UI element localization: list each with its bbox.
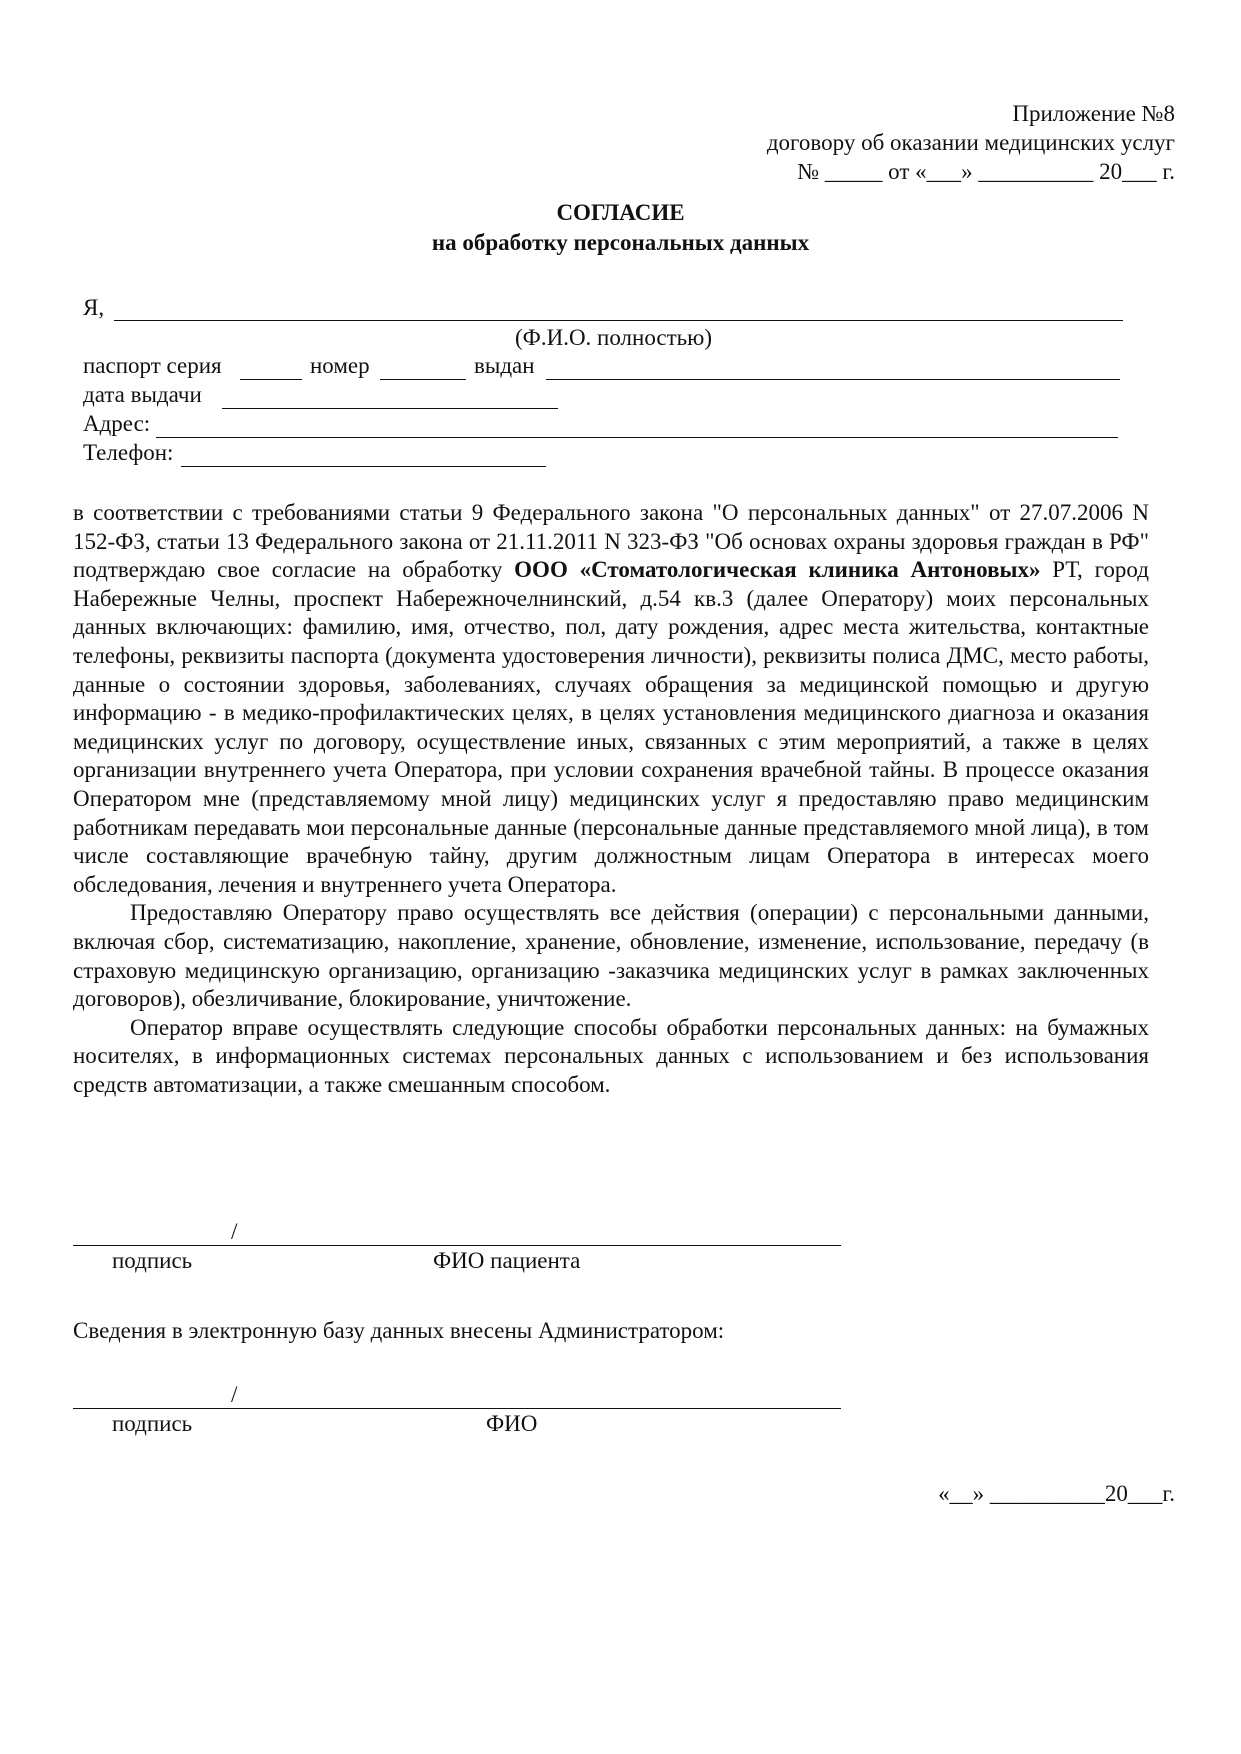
admin-signature-line[interactable] — [73, 1408, 841, 1409]
signature-separator: / — [231, 1382, 238, 1407]
phone-label: Телефон: — [83, 440, 174, 465]
issue-date-label: дата выдачи — [83, 382, 202, 407]
page-title: СОГЛАСИЕ — [556, 200, 685, 225]
admin-name-label: ФИО — [486, 1411, 538, 1436]
consent-paragraph-2: Предоставляю Оператору право осуществлять все действия (операции) с персональными данными, включая сбор, систематизацию, накопление, хранение, обновление, изменение, использование, передачу (в страховую медицинскую организацию, организацию -заказчика медицинских услуг в рамках заключенных договоров), обезличивание, блокирование, уничтожение. — [73, 900, 1149, 1012]
operator-name: ООО «Стоматологическая клиника Антоновых» — [514, 557, 1041, 583]
address-label: Адрес: — [83, 411, 151, 436]
paragraph-1-end: РТ, город Набережные Челны, проспект Набережночелнинский, д.54 кв.3 (далее Оператору) моих персональных данных включающих: фамилию, имя, отчество, пол, дату рождения, адрес места жительства, контактные телефоны, реквизиты паспорта (документа удостоверения личности), реквизиты полиса ДМС, место работы, данные о состоянии здоровья, заболеваниях, случаях обращения за медицинской помощью и другую информацию - в медико-профилактических целях, в целях установления медицинского диагноза и оказания медицинских услуг по договору, осуществление иных, связанных с этим мероприятий, а также в целях организации внутреннего учета Оператора, при условии сохранения врачебной тайны. В процессе оказания Оператором мне (представляемому мной лицу) медицинских услуг я предоставляю право медицинским работникам передавать мои персональные данные (персональные данные представляемого мной лица), в том числе составляющие врачебную тайну, другим должностным лицам Оператора в интересах моего обследования, лечения и внутреннего учета Оператора. — [73, 557, 1149, 897]
passport-number-label: номер — [310, 353, 370, 378]
phone-field[interactable] — [181, 466, 546, 467]
signing-date: «__» __________20___г. — [938, 1481, 1175, 1506]
passport-issued-label: выдан — [474, 353, 535, 378]
signature-separator: / — [231, 1219, 238, 1244]
consent-paragraph-1 — [73, 499, 1149, 899]
appendix-contract: договору об оказании медицинских услуг — [766, 130, 1175, 155]
patient-signature-line[interactable] — [73, 1245, 841, 1246]
page-subtitle: на обработку персональных данных — [431, 230, 810, 255]
appendix-contract-number: № _____ от «___» __________ 20___ г. — [797, 159, 1175, 184]
consent-paragraph-3: Оператор вправе осуществлять следующие способы обработки персональных данных: на бумажных носителях, в информационных системах персональных данных с использованием и без использования средств автоматизации, а также смешанным способом. — [73, 1014, 1149, 1097]
patient-name-label: ФИО пациента — [433, 1248, 581, 1273]
consent-body — [73, 499, 1149, 1099]
admin-sign-label: подпись — [112, 1411, 193, 1436]
admin-note: Сведения в электронную базу данных внесены Администратором: — [73, 1318, 725, 1343]
address-field[interactable] — [156, 437, 1118, 438]
passport-series-field[interactable] — [240, 379, 302, 380]
appendix-header — [767, 99, 1175, 186]
paragraph-1-start: в соответствии с требованиями статьи 9 Федерального закона "О персональных данных" от 27.07.2006 N 152-ФЗ, статьи 13 Федерального закона от 21.11.2011 N 323-ФЗ "Об основах охраны здоровья граждан в РФ" подтверждаю свое согласие на обработку — [73, 500, 1149, 583]
passport-number-field[interactable] — [380, 379, 466, 380]
appendix-number: Приложение №8 — [1012, 101, 1175, 126]
patient-sign-label: подпись — [112, 1248, 193, 1273]
passport-series-label: паспорт серия — [83, 353, 222, 378]
fio-field[interactable] — [114, 320, 1123, 321]
fio-hint: (Ф.И.О. полностью) — [515, 325, 713, 350]
issue-date-field[interactable] — [222, 408, 558, 409]
i-label: Я, — [83, 295, 105, 320]
passport-issued-field[interactable] — [546, 379, 1120, 380]
